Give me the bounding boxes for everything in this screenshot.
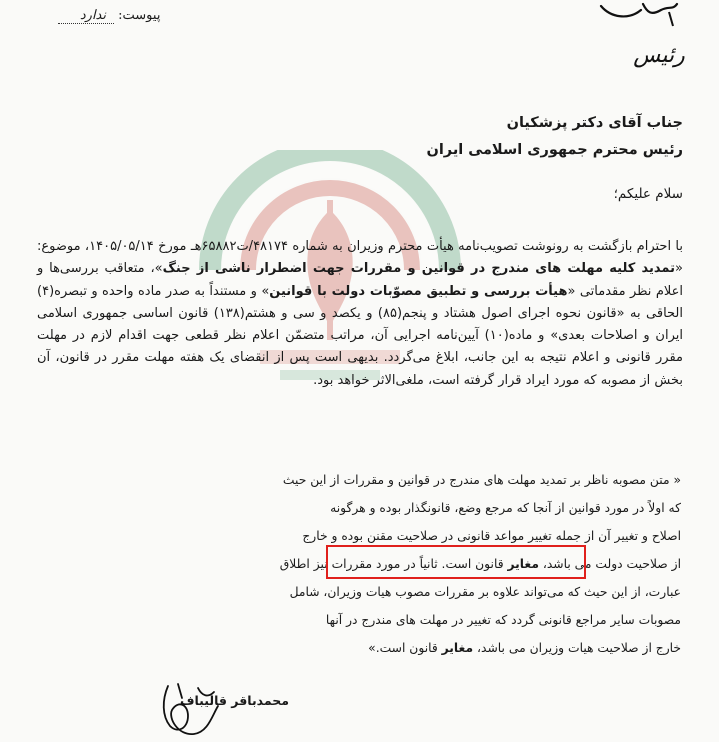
recipient-name: جناب آقای دکتر پزشکیان (506, 115, 683, 131)
quote-line: « متن مصوبه ناظر بر تمدید مهلت های مندرج در قوانین و مقررات از این حیث (282, 473, 681, 487)
attachment-value: ندارد (58, 8, 114, 24)
highlight-box (326, 545, 586, 579)
handwritten-signature (148, 676, 238, 742)
greeting: سلام علیکم؛ (613, 186, 683, 202)
quote-line: عبارت، از این حیث که می‌تواند علاوه بر مقررات مصوب هیات وزیران، شامل (289, 585, 681, 599)
quote-line: اصلاح و تغییر آن از جمله تغییر مواعد قانونی در صلاحیت مقنن بوده و خارج (302, 529, 681, 543)
quote-line: که اولاً در مورد قوانین از آنجا که مرجع وضع، قانونگذار بوده و هرگونه (330, 501, 681, 515)
top-signature-caption: رئیس (633, 43, 685, 68)
body-paragraph: با احترام بازگشت به رونوشت تصویب‌نامه هیأت محترم وزیران به شماره ۴۸۱۷۴/ت۶۵۸۸۲هـ مورخ ۱۴۰۵/۰۵/۱۴، موضوع: «تمدید کلیه مهلت های مندرج در قوانین و مقررات جهت اضطرار ناشی از جنگ»، متعاقب بررسی‌ها و اعلام نظر مقدماتی «هیأت بررسی و تطبیق مصوّبات دولت با قوانین» و مستنداً به صدر ماده واحده و تبصره(۴) الحاقی به «قانون نحوه اجرای اصول هشتاد و پنجم(۸۵) و یکصد و سی و هشتم(۱۳۸) قانون اساسی جمهوری اسلامی ایران و اصلاحات بعدی» و ماده(۱۰) آیین‌نامه اجرایی آن، مراتب متضمّن اعلام نظر قطعی جهت اقدام لازم در مهلت مقرر قانونی و اعلام نتیجه به این جانب، ابلاغ می‌گردد. بدیهی است پس از انقضای یک هفته مهلت مقرر در قانون، آن بخش از مصوبه که مورد ایراد قرار گرفته است، ملغی‌الاثر خواهد بود. (37, 239, 684, 388)
quote-line: از صلاحیت دولت می باشد، مغایر قانون است. ثانیاً در مورد مقررات نیز اطلاق (279, 557, 681, 571)
recipient-title: رئیس محترم جمهوری اسلامی ایران (426, 142, 683, 158)
attachment-line (58, 8, 160, 24)
quote-line: خارج از صلاحیت هیات وزیران می باشد، مغایر قانون است.» (368, 641, 681, 655)
signer-name: محمدباقر قالیباف (179, 693, 289, 708)
quote-line: مصوبات سایر مراجع قانونی گردد که تغییر در مهلت های مندرج در آنها (325, 613, 681, 627)
top-handwritten-note (581, 0, 691, 74)
recipient-block (283, 110, 683, 164)
attachment-label: پیوست: (118, 8, 161, 23)
